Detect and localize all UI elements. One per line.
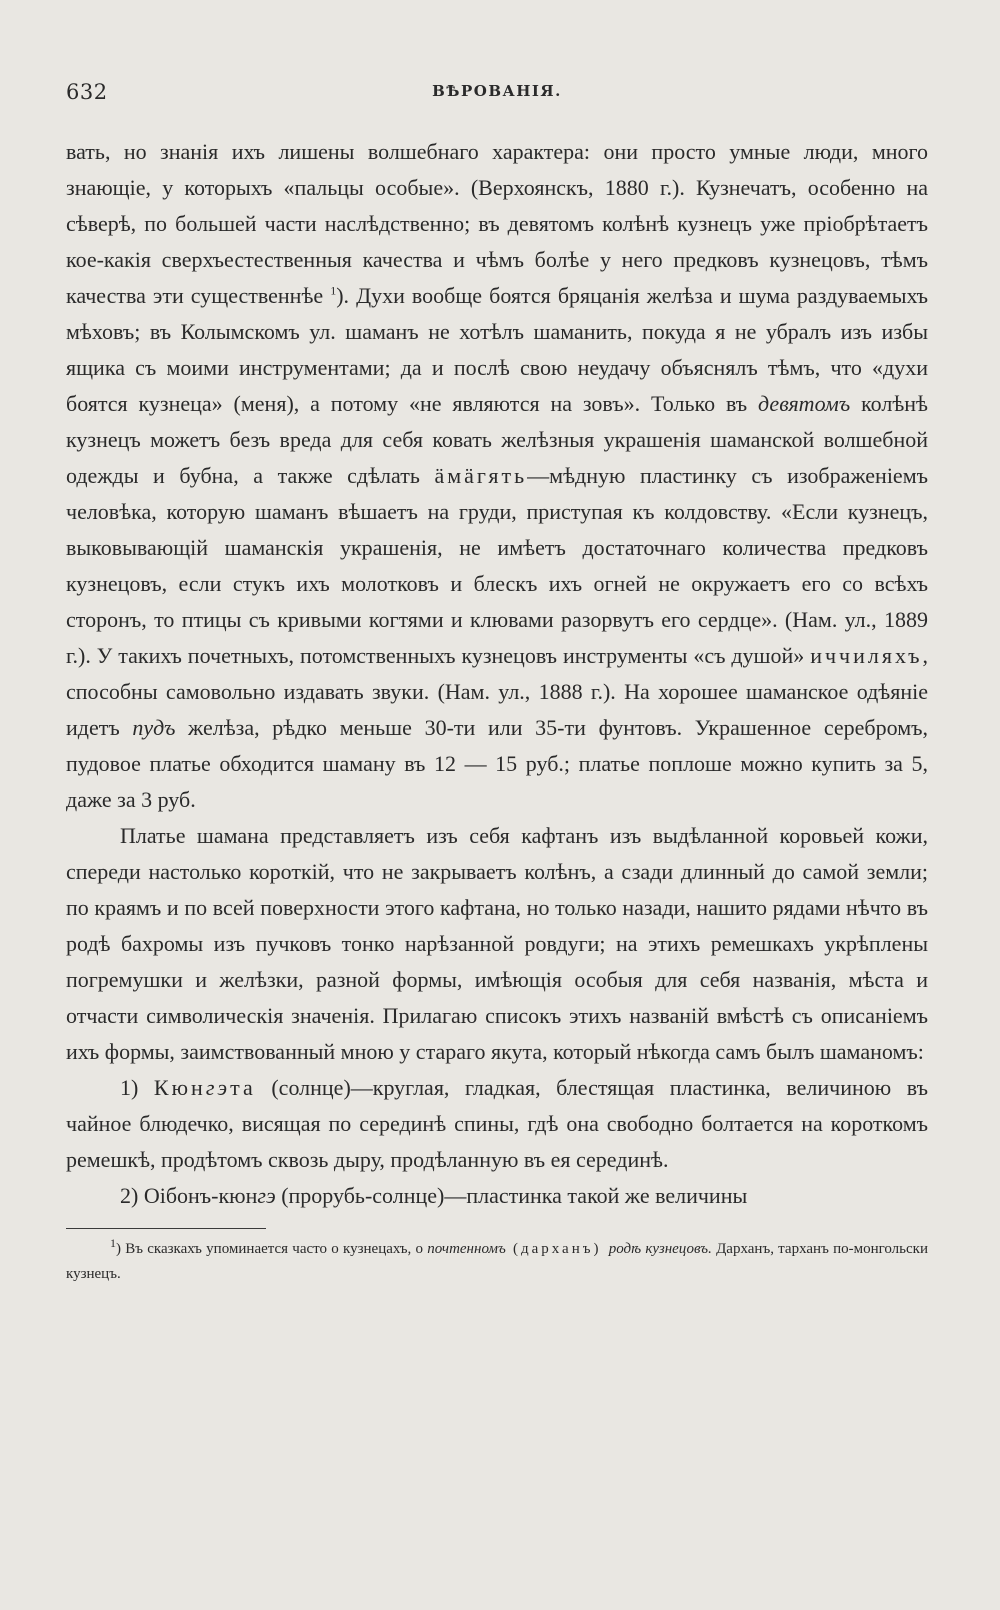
paragraph: Платье шамана представляетъ изъ себя кафтанъ изъ выдѣланной коровьей кожи, спереди настолько короткій, что не закрываетъ колѣнъ, а сзади длинный до самой земли; по краямъ и по всей поверхности этого кафтана, но только назади, нашито рядами нѣчто въ родѣ бахромы изъ пучковъ тонко нарѣзанной ровдуги; на этихъ ремешкахъ укрѣплены погремушки и желѣзки, разной формы, имѣющія особыя для себя названія, мѣста и отчасти символическія значенія. Прилагаю списокъ этихъ названій вмѣстѣ съ описаніемъ ихъ формы, заимствованный мною у стараго якута, который нѣкогда самъ былъ шаманомъ: (66, 823, 928, 1064)
italic-run: почтенномъ (427, 1241, 506, 1257)
italic-run: гэ (205, 1075, 231, 1100)
running-head: ВѢРОВАНІЯ. (432, 82, 562, 100)
italic-run: гэ (257, 1183, 276, 1208)
spaced-term: ӓмӓгять (434, 463, 528, 488)
text-run: ). Духи вообще боятся бряцанія желѣза и шума раздуваемыхъ мѣховъ; въ Колымскомъ ул. шаманъ не хотѣлъ шаманить, покуда я не убралъ изъ избы ящика съ моими инструментами; да и послѣ свою неудачу объяснялъ тѣмъ, что «духи боятся кузнеца» (меня), а потому «не являются на зовъ». Только въ (66, 283, 929, 416)
item-number: 2) (120, 1183, 144, 1208)
text-run: Дарханъ, тарханъ по-монгольски кузнецъ. (66, 1241, 928, 1282)
footnote (66, 1237, 928, 1287)
spaced-term: Кюн (153, 1075, 206, 1100)
page-number: 632 (66, 80, 108, 104)
text-run: , способны самовольно издавать звуки. (Нам. ул., 1888 г.). На хорошее шаманское одѣяніе идетъ (66, 643, 928, 740)
text-run: (дарханъ) (505, 1241, 609, 1257)
main-text (66, 134, 928, 1214)
footnote-marker: 1 (330, 283, 337, 298)
item-number: 1) (120, 1075, 154, 1100)
list-item (66, 1178, 928, 1214)
text-run: —мѣдную пластинку съ изображеніемъ человѣка, которую шаманъ вѣшаетъ на груди, приступая къ колдовству. «Если кузнецъ, выковывающій шаманскія украшенія, не имѣетъ достаточнаго количества предковъ кузнецовъ, если стукъ ихъ молотковъ и блескъ ихъ огней не окружаетъ его со всѣхъ сторонъ, то птицы съ кривыми когтями и клювами разорвутъ его сердце». (Нам. ул., 1889 г.). У такихъ почетныхъ, потомственныхъ кузнецовъ инструменты «съ душой» (66, 463, 928, 668)
text-run: желѣза, рѣдко меньше 30-ти или 35-ти фунтовъ. Украшенное серебромъ, пудовое платье обходится шаману въ 12 — 15 руб.; платье поплоше можно купить за 5, даже за 3 руб. (66, 715, 928, 812)
text-run: колѣнѣ кузнецъ можетъ безъ вреда для себя ковать желѣзныя украшенія шаманской волшебной одежды и бубна, а также сдѣлать (66, 391, 928, 488)
text-run: ) Въ сказкахъ упоминается часто о кузнецахъ, о (116, 1241, 428, 1257)
paragraph (66, 134, 928, 818)
page-header (66, 70, 928, 110)
italic-run: пудъ (132, 715, 176, 740)
spaced-term: иччиляхъ (810, 643, 923, 668)
list-item (66, 1070, 928, 1178)
italic-run: девятомъ (758, 391, 851, 416)
spaced-term: Оібонъ-кюн (143, 1183, 258, 1208)
footnote-rule (66, 1228, 266, 1229)
spaced-term: та (230, 1075, 256, 1100)
italic-run: родѣ кузнецовъ. (608, 1241, 712, 1257)
text-run: вать, но знанія ихъ лишены волшебнаго характера: они просто умные люди, много знающіе, у которыхъ «пальцы особые». (Верхоянскъ, 1880 г.). Кузнечатъ, особенно на сѣверѣ, по большей части наслѣдственно; въ девятомъ колѣнѣ кузнецъ уже пріобрѣтаетъ кое-какія сверхъестественныя качества и чѣмъ болѣе у него предковъ кузнецовъ, тѣмъ качества эти существеннѣе (66, 139, 928, 308)
text-run: (прорубь-солнце)—пластинка такой же величины (275, 1183, 748, 1208)
footnote-marker: 1 (110, 1236, 116, 1250)
text-run: (солнце)—круглая, гладкая, блестящая пластинка, величиною въ чайное блюдечко, висящая по серединѣ спины, гдѣ она свободно болтается на короткомъ ремешкѣ, продѣтомъ сквозь дыру, продѣланную въ ея серединѣ. (66, 1075, 928, 1172)
